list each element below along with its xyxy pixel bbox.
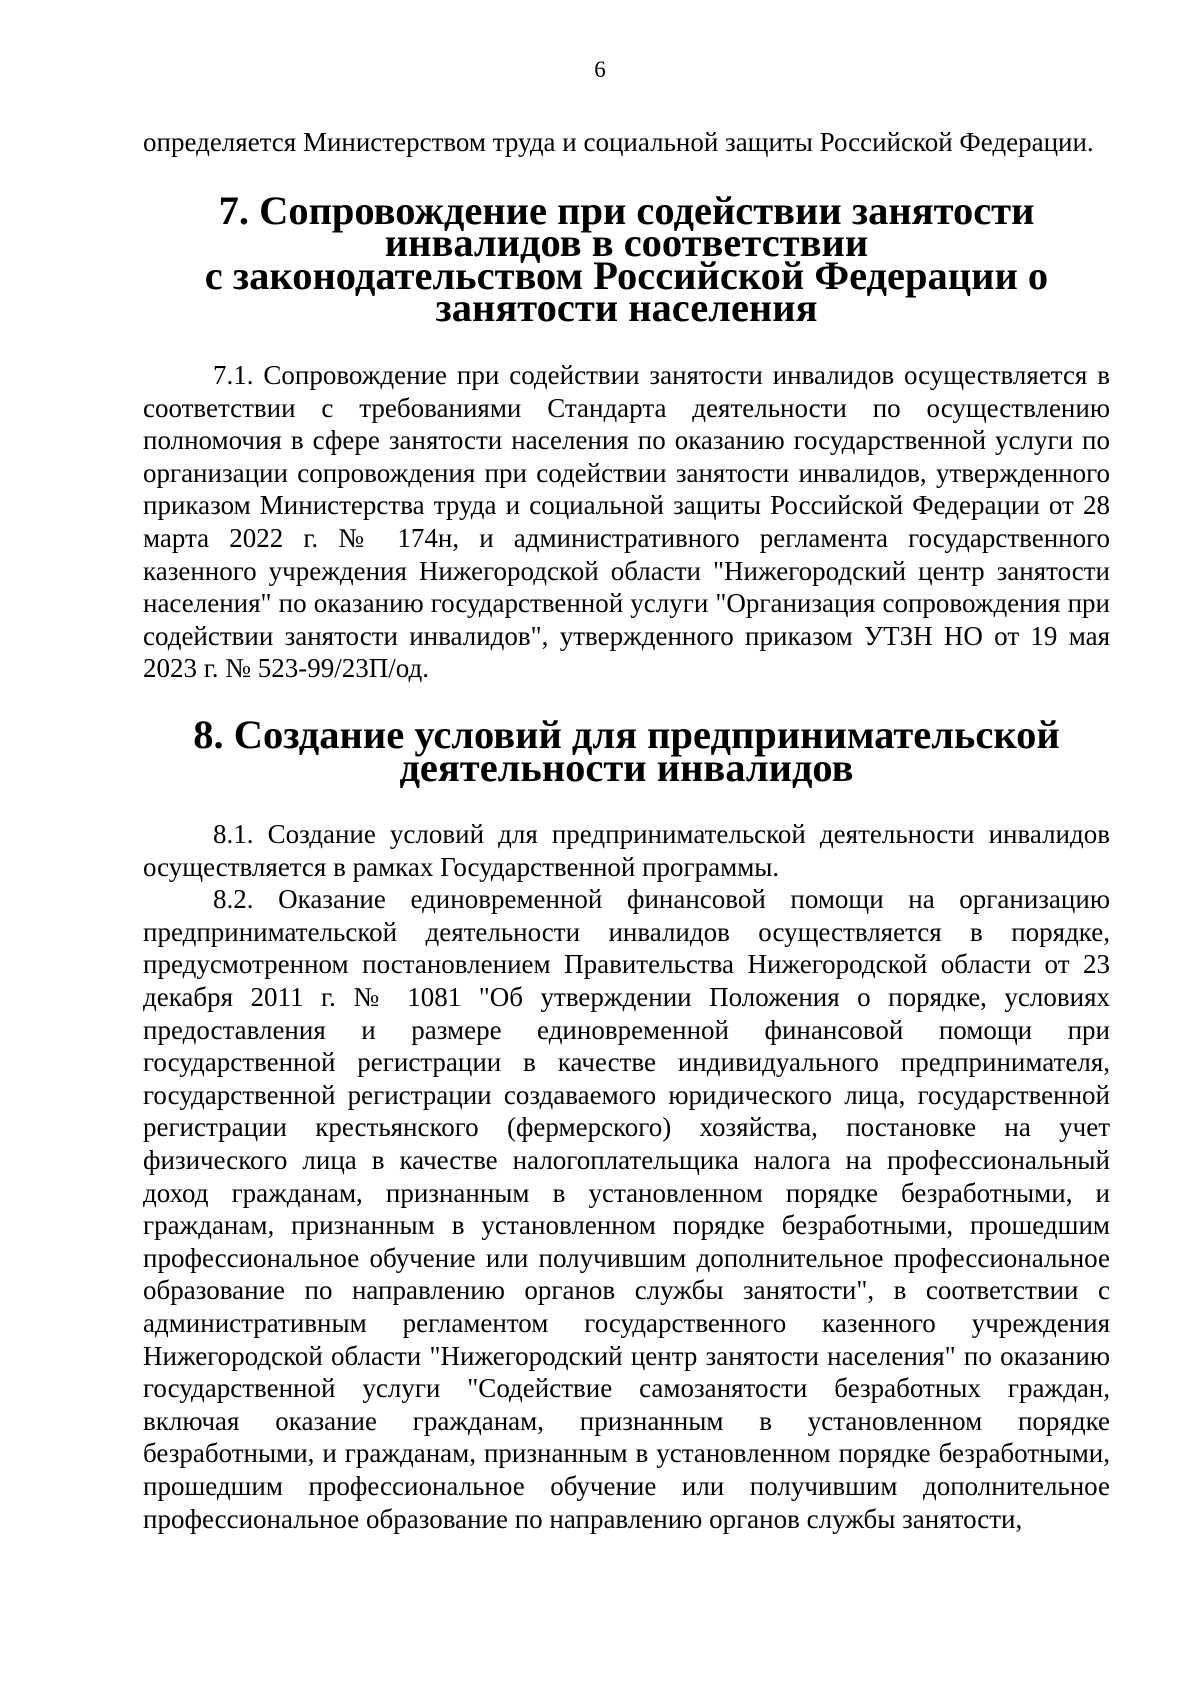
section-8-heading xyxy=(143,711,1110,790)
spacer xyxy=(143,325,1110,359)
section-7-heading xyxy=(143,187,1110,331)
section-7-heading-line-2: с законодательством Российской Федерации о занятости населения xyxy=(204,252,1049,331)
paragraph-8-1: 8.1. Создание условий для предпринимательской деятельности инвалидов осуществляется в рамках Государственной программы. xyxy=(143,819,1110,882)
page-number: 6 xyxy=(594,57,606,82)
section-8-heading-line-2: деятельности инвалидов xyxy=(399,744,854,790)
paragraph-7-1: 7.1. Сопровождение при содействии занятости инвалидов осуществляется в соответствии с требованиями Стандарта деятельности по осуществлению полномочия в сфере занятости населения по оказанию государственной услуги по организации сопровождения при содействии занятости инвалидов, утвержденного приказом Министерства труда и социальной защиты Российской Федерации от 28 марта 2022 г. № 174н, и административного регламента государственного казенного учреждения Нижегородской области "Нижегородский центр занятости населения" по оказанию государственной услуги "Организация сопровождения при содействии занятости инвалидов", утвержденного приказом УТЗН НО от 19 мая 2023 г. № 523-99/23П/од. xyxy=(143,359,1110,684)
paragraph-8-2: 8.2. Оказание единовременной финансовой помощи на организацию предпринимательской деятельности инвалидов осуществляется в порядке, предусмотренном постановлением Правительства Нижегородской области от 23 декабря 2011 г. № 1081 "Об утверждении Положения о порядке, условиях предоставления и размере единовременной финансовой помощи при государственной регистрации в качестве индивидуального предпринимателя, государственной регистрации создаваемого юридического лица, государственной регистрации крестьянского (фермерского) хозяйства, постановке на учет физического лица в качестве налогоплательщика налога на профессиональный доход гражданам, признанным в установленном порядке безработными, и гражданам, признанным в установленном порядке безработными, прошедшим профессиональное обучение или получившим дополнительное профессиональное образование по направлению органов службы занятости", в соответствии с административным регламентом государственного казенного учреждения Нижегородской области "Нижегородский центр занятости населения" по оказанию государственной услуги "Содействие самозанятости безработных граждан, включая оказание гражданам, признанным в установленном порядке безработными, и гражданам, признанным в установленном порядке безработными, прошедшим профессиональное обучение или получившим дополнительное профессиональное образование по направлению органов службы занятости, xyxy=(143,884,1110,1534)
document-body xyxy=(143,126,1110,1535)
section-8-heading-line-1: 8. Создание условий для предпринимательской xyxy=(193,711,1060,757)
continuation-paragraph: определяется Министерством труда и социальной защиты Российской Федерации. xyxy=(143,127,1094,157)
section-7-heading-line-1: 7. Сопровождение при содействии занятости инвалидов в соответствии xyxy=(218,187,1035,266)
